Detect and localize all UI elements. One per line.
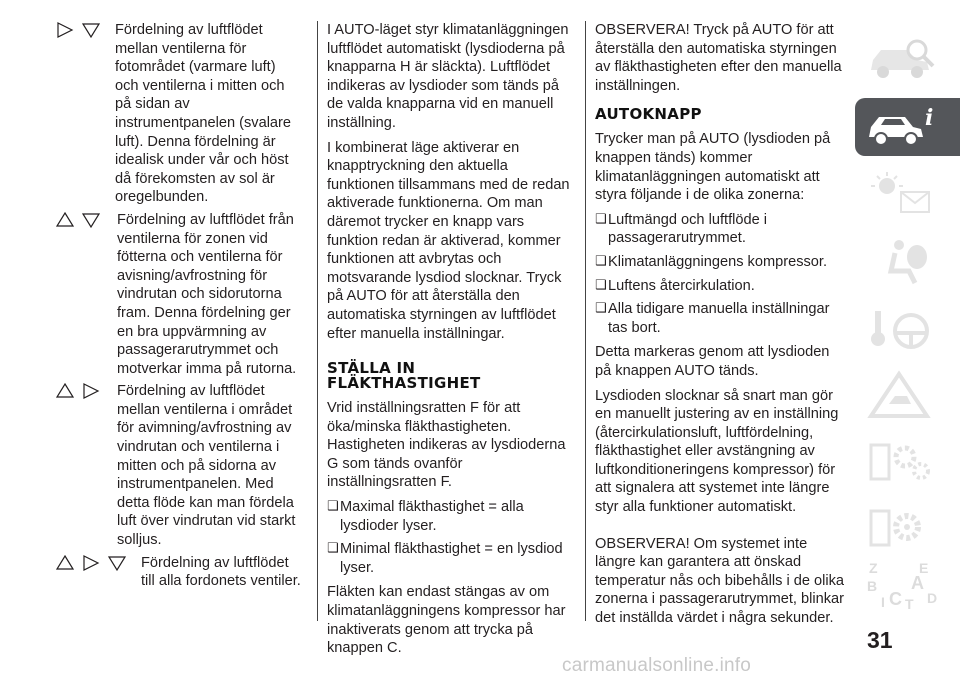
index-letter: E	[919, 560, 929, 576]
car-diagnostic-icon	[865, 34, 945, 86]
bullet-item: ❑ Alla tidigare manuella inställningar tas bort.	[595, 300, 845, 337]
watermark: carmanualsonline.info	[562, 655, 752, 676]
section-heading-fan-speed	[327, 361, 575, 391]
column-2	[327, 21, 575, 664]
arrow-up-outline-icon	[55, 211, 75, 229]
arrow-up-outline-icon	[55, 382, 75, 400]
column-1	[55, 21, 303, 595]
arrow-right-outline-icon	[55, 21, 75, 39]
arrow-right-outline-icon	[81, 382, 101, 400]
heading-line-1: STÄLLA IN	[327, 359, 416, 378]
heading-line-2: FLÄKTHASTIGHET	[327, 374, 481, 393]
car-info-icon	[865, 101, 945, 153]
tab-starting-driving[interactable]	[855, 300, 960, 358]
distribution-text: Fördelning av luftflödet till alla fordonets ventiler.	[141, 554, 301, 590]
note-paragraph-2: OBSERVERA! Om systemet inte längre kan garantera att önskad temperatur nås och bibehålls i de olika zonerna i passagerarutrymmet, blinkar det inställda värdet i några sekunder.	[595, 535, 845, 627]
tab-car-diagnostic[interactable]	[855, 31, 960, 89]
bullet-item: ❑ Klimatanläggningens kompressor.	[595, 253, 845, 272]
tab-technical-data[interactable]	[855, 500, 960, 558]
page-number: 31	[867, 627, 893, 653]
distribution-text: Fördelning av luftflödet mellan ventilerna i området för avimning/avfrostning av vindrutan och ventilerna i mitten och på sidorna av instrumentpanelen. Med detta flöde kan man fördela luft över vindrutan vid starkt solljus.	[117, 383, 296, 549]
bullet-item: ❑ Minimal fläkthastighet = en lysdiod lyser.	[327, 540, 575, 577]
fan-speed-bullets	[327, 498, 575, 577]
distribution-item-4	[55, 554, 303, 591]
key-steering-wheel-icon	[865, 303, 945, 355]
tab-maintenance[interactable]	[855, 434, 960, 492]
technical-data-icon	[865, 503, 945, 555]
tab-emergency[interactable]	[855, 367, 960, 425]
symbol-group	[55, 21, 101, 39]
maintenance-gears-icon	[865, 437, 945, 489]
index-letter: B	[867, 578, 878, 594]
bullet-item: ❑ Luftens återcirkulation.	[595, 277, 845, 296]
arrow-down-outline-icon	[107, 554, 127, 572]
distribution-text: Fördelning av luftflödet mellan ventilerna för fotområdet (varmare luft) och ventilerna i mitten och på sidan av instrumentpanelen (svalare luft). Denna fördelning är idealisk under vår och höst då förekomsten av sol är oregelbunden.	[115, 22, 292, 206]
airbag-seat-icon	[865, 235, 945, 287]
bullet-item: ❑ Maximal fläkthastighet = alla lysdioder lyser.	[327, 498, 575, 535]
section-heading-auto-button: AUTOKNAPP	[595, 105, 702, 124]
arrow-up-outline-icon	[55, 554, 75, 572]
index-letter: C	[889, 589, 902, 609]
svg-text:i: i	[925, 105, 934, 131]
auto-mode-paragraph: I AUTO-läget styr klimatanläggningen luftflödet automatiskt (lysdioderna på knapparna H är släckta). Luftflödet indikeras av lysdioder som tänds på de valda knapparna vid en manuell inställning.	[327, 22, 569, 131]
index-letter: D	[927, 590, 938, 606]
arrow-right-outline-icon	[81, 554, 101, 572]
arrow-down-outline-icon	[81, 211, 101, 229]
index-letter: I	[881, 594, 885, 610]
symbol-group	[55, 211, 101, 229]
column-divider-left	[317, 21, 318, 621]
index-letter: Z	[869, 560, 878, 576]
tab-warning-lights[interactable]	[855, 165, 960, 223]
auto-intro-paragraph: Trycker man på AUTO (lysdioden på knappen tänds) kommer klimatanläggningen automatiskt att styra följande i de olika zonerna:	[595, 131, 831, 204]
auto-led-paragraph: Detta markeras genom att lysdioden på knappen AUTO tänds.	[595, 344, 830, 379]
combined-mode-paragraph: I kombinerat läge aktiverar en knapptryckning den aktuella funktionen tillsammans med de redan aktiverade funktionerna. Om man däremot trycker en knapp vars funktion redan är aktiverad, kommer funktionen att avbrytas och motsvarande lysdiod slocknar. Tryck på AUTO för att återställa den automatiska styrningen av luftflödet efter manuella inställningar.	[327, 139, 570, 342]
led-off-paragraph: Lysdioden slocknar så snart man gör en manuellt justering av en inställning (återcirkulationsluft, luftfördelning, fläkthastighet eller avstängning av luftkonditioneringens kompressor) för att signalera att systemet inte längre styr alla funktioner automatiskt.	[595, 387, 839, 516]
symbol-group	[55, 382, 101, 400]
fan-off-paragraph: Fläkten kan endast stängas av om klimatanläggningens kompressor har inaktiverats genom att trycka på knappen C.	[327, 584, 566, 657]
bullet-item: ❑ Luftmängd och luftflöde i passagerarutrymmet.	[595, 211, 845, 248]
index-letter: T	[905, 596, 914, 611]
fan-knob-paragraph: Vrid inställningsratten F för att öka/minska fläkthastigheten. Hastigheten indikeras av lysdioderna G som tänds ovanför inställningsratten F.	[327, 400, 566, 491]
index-letters-icon	[865, 559, 945, 611]
tab-index[interactable]	[855, 556, 960, 614]
warning-light-message-icon	[865, 168, 945, 220]
index-letter: A	[911, 573, 924, 593]
auto-bullets	[595, 211, 845, 338]
distribution-item-1	[55, 21, 303, 207]
tab-car-info[interactable]	[855, 98, 960, 156]
distribution-text: Fördelning av luftflödet från ventilerna för zonen vid fötterna och ventilerna för avisning/avfrostning för vindrutan och sidorutorna fram. Denna fördelning ger en bra uppvärmning av passagerarutrymmet och motverkar imma på rutorna.	[117, 211, 297, 377]
warning-triangle-icon	[865, 370, 945, 422]
arrow-down-outline-icon	[81, 21, 101, 39]
column-divider-right	[585, 21, 586, 621]
distribution-item-2	[55, 211, 303, 378]
tab-safety[interactable]	[855, 232, 960, 290]
symbol-group	[55, 554, 127, 572]
column-3	[595, 21, 845, 634]
note-paragraph: OBSERVERA! Tryck på AUTO för att återställa den automatiska styrningen av fläkthastigheten efter den manuella inställningen.	[595, 22, 842, 94]
distribution-item-3	[55, 382, 303, 549]
